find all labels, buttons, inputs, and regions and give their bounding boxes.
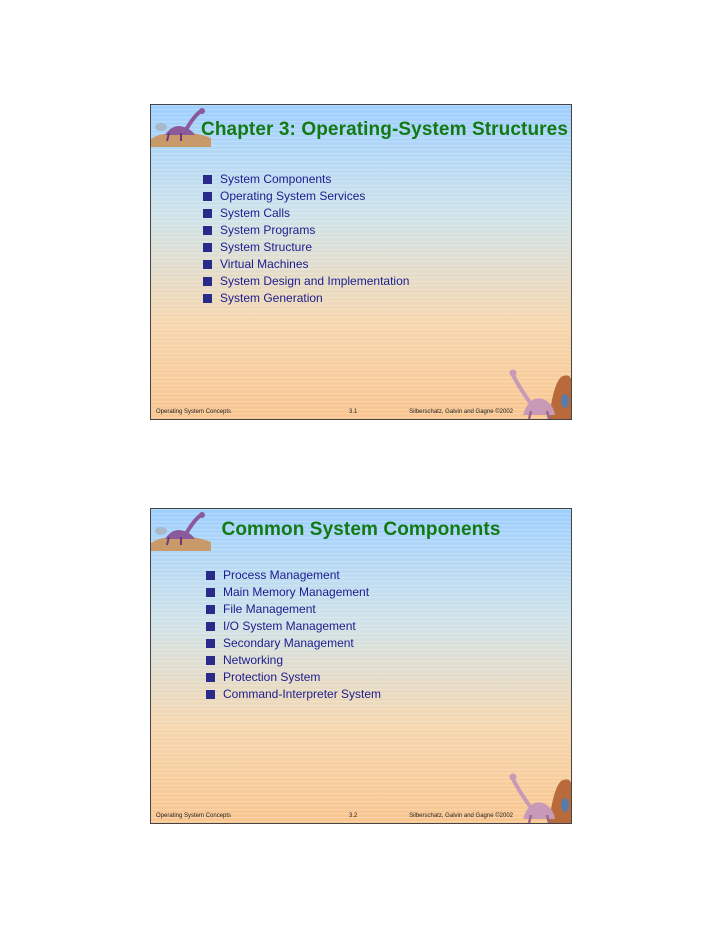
list-item <box>203 239 409 256</box>
bullet-text: Virtual Machines <box>220 257 309 271</box>
bullet-square-icon <box>206 656 215 665</box>
bullet-text: Main Memory Management <box>223 585 370 599</box>
bullet-text: Operating System Services <box>220 189 366 203</box>
bullet-text: System Components <box>220 172 332 186</box>
bullet-square-icon <box>206 605 215 614</box>
bullet-square-icon <box>203 226 212 235</box>
bullet-square-icon <box>206 571 215 580</box>
bullet-square-icon <box>203 277 212 286</box>
dinosaur-icon <box>509 769 571 823</box>
bullet-square-icon <box>203 192 212 201</box>
bullet-text: System Programs <box>220 223 316 237</box>
bullet-square-icon <box>206 622 215 631</box>
bullet-list <box>206 567 381 703</box>
bullet-text: System Design and Implementation <box>220 274 410 288</box>
bullet-text: System Calls <box>220 206 291 220</box>
bullet-square-icon <box>206 588 215 597</box>
bullet-square-icon <box>203 209 212 218</box>
bullet-text: Networking <box>223 653 284 667</box>
slide-title: Chapter 3: Operating-System Structures <box>201 119 568 140</box>
slide-1 <box>150 104 572 420</box>
footer-copyright: Silberschatz, Galvin and Gagne ©2002 <box>409 409 513 415</box>
list-item <box>203 290 409 307</box>
list-item <box>206 686 381 703</box>
bullet-text: Command-Interpreter System <box>223 687 382 701</box>
bullet-square-icon <box>206 673 215 682</box>
slide-2 <box>150 508 572 824</box>
list-item <box>203 222 409 239</box>
footer-page-number: 3.2 <box>349 813 358 819</box>
list-item <box>203 205 409 222</box>
bullet-text: System Structure <box>220 240 313 254</box>
list-item <box>206 669 381 686</box>
footer-page-number: 3.1 <box>349 409 358 415</box>
bullet-text: File Management <box>223 602 316 616</box>
bullet-square-icon <box>206 690 215 699</box>
list-item <box>206 601 381 618</box>
bullet-text: System Generation <box>220 291 323 305</box>
bullet-text: Process Management <box>223 568 340 582</box>
bullet-square-icon <box>206 639 215 648</box>
bullet-text: I/O System Management <box>223 619 356 633</box>
slide-title: Common System Components <box>221 519 501 540</box>
footer-course: Operating System Concepts <box>156 813 232 819</box>
bullet-text: Protection System <box>223 670 321 684</box>
bullet-square-icon <box>203 175 212 184</box>
list-item <box>203 273 409 290</box>
bullet-square-icon <box>203 294 212 303</box>
bullet-list <box>203 171 409 307</box>
list-item <box>206 635 381 652</box>
list-item <box>206 567 381 584</box>
bullet-text: Secondary Management <box>223 636 354 650</box>
list-item <box>203 256 409 273</box>
bullet-square-icon <box>203 260 212 269</box>
bullet-square-icon <box>203 243 212 252</box>
list-item <box>206 652 381 669</box>
list-item <box>203 188 409 205</box>
footer-copyright: Silberschatz, Galvin and Gagne ©2002 <box>409 813 513 819</box>
list-item <box>206 584 381 601</box>
dinosaur-icon <box>509 365 571 419</box>
list-item <box>206 618 381 635</box>
footer-course: Operating System Concepts <box>156 409 232 415</box>
list-item <box>203 171 409 188</box>
